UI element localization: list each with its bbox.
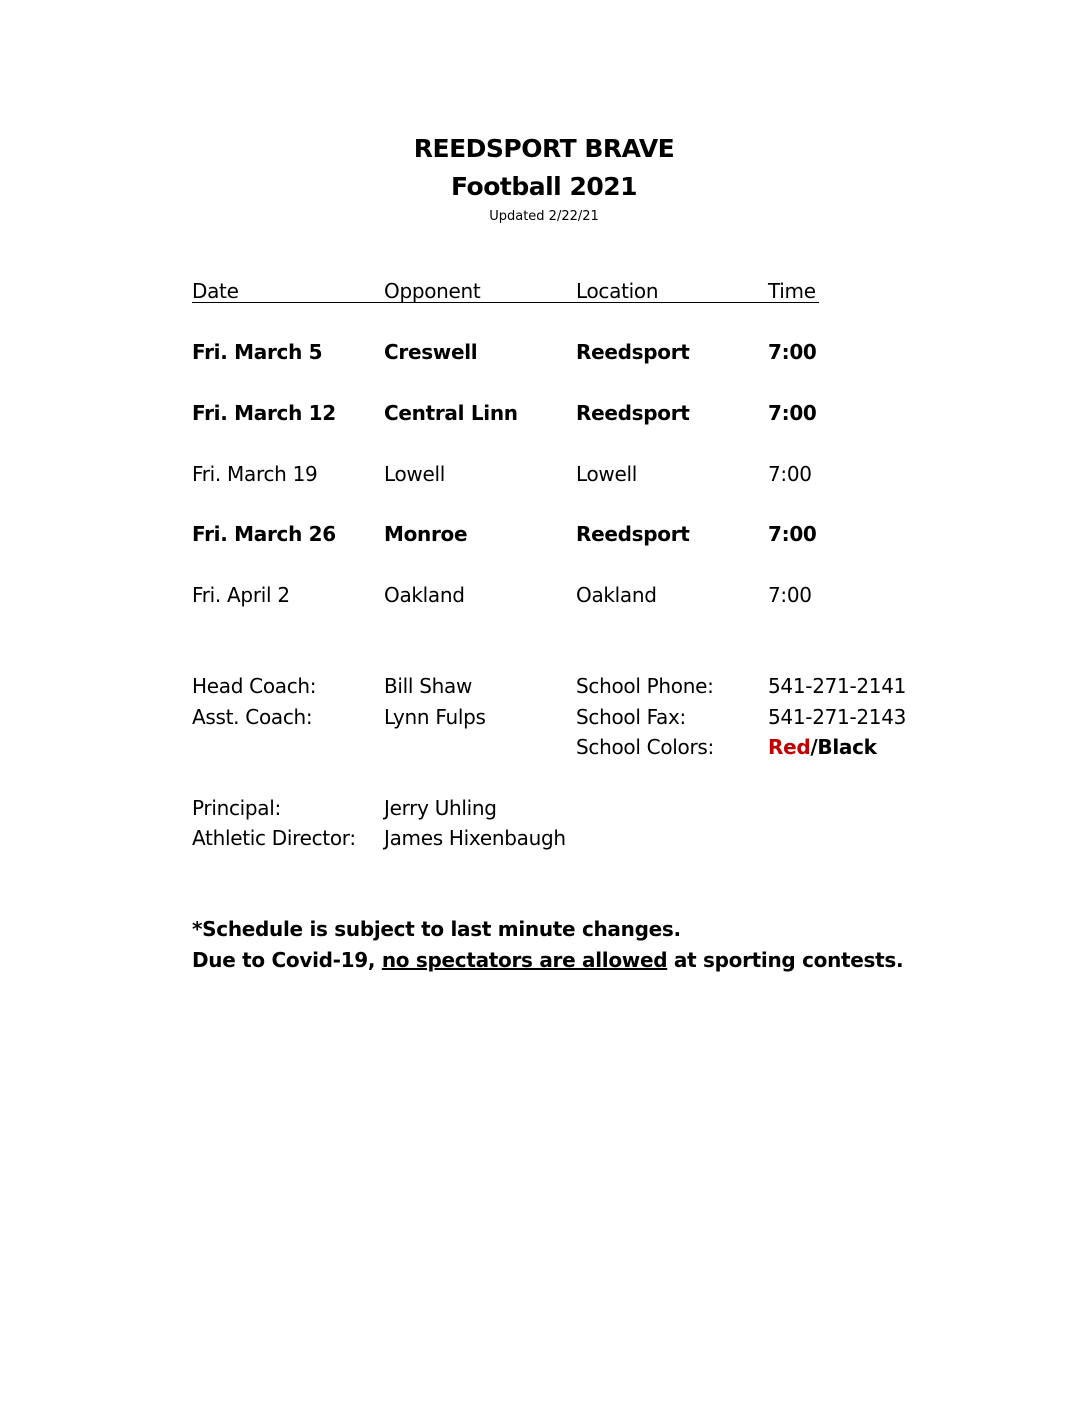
color-black-text: Black	[817, 735, 877, 759]
header-time: Time	[768, 279, 816, 303]
header-underline	[192, 302, 819, 303]
row-2-date: Fri. March 12	[192, 401, 336, 425]
row-1-location: Reedsport	[576, 340, 690, 364]
row-3-date: Fri. March 19	[192, 462, 318, 486]
row-1-date: Fri. March 5	[192, 340, 323, 364]
school-fax-label: School Fax:	[576, 705, 686, 729]
row-4-location: Reedsport	[576, 522, 690, 546]
color-separator: /	[810, 735, 818, 759]
updated-date: Updated 2/22/21	[489, 209, 599, 224]
row-4-time: 7:00	[768, 522, 817, 546]
header-date: Date	[192, 279, 239, 303]
note-covid-underlined: no spectators are allowed	[381, 948, 668, 972]
head-coach-label: Head Coach:	[192, 674, 317, 698]
school-colors-label: School Colors:	[576, 735, 714, 759]
row-3-location: Lowell	[576, 462, 638, 486]
header-opponent: Opponent	[384, 279, 481, 303]
school-phone-value: 541-271-2141	[768, 674, 907, 698]
school-colors-value	[768, 734, 877, 760]
row-5-time: 7:00	[768, 583, 812, 607]
athletic-director-name: James Hixenbaugh	[384, 826, 566, 850]
asst-coach-name: Lynn Fulps	[384, 705, 486, 729]
row-2-location: Reedsport	[576, 401, 690, 425]
note-covid-post: at sporting contests.	[667, 948, 904, 972]
header-location: Location	[576, 279, 659, 303]
row-1-time: 7:00	[768, 340, 817, 364]
row-1-opponent: Creswell	[384, 340, 478, 364]
asst-coach-label: Asst. Coach:	[192, 705, 313, 729]
note-covid-pre: Due to Covid-19,	[192, 948, 382, 972]
row-3-opponent: Lowell	[384, 462, 446, 486]
row-5-location: Oakland	[576, 583, 657, 607]
row-2-time: 7:00	[768, 401, 817, 425]
row-5-date: Fri. April 2	[192, 583, 290, 607]
row-4-date: Fri. March 26	[192, 522, 336, 546]
note-schedule-changes: *Schedule is subject to last minute changes.	[192, 917, 681, 941]
head-coach-name: Bill Shaw	[384, 674, 473, 698]
color-red-text: Red	[768, 735, 811, 759]
page-title: REEDSPORT BRAVE	[413, 134, 675, 163]
row-3-time: 7:00	[768, 462, 812, 486]
principal-label: Principal:	[192, 796, 281, 820]
row-4-opponent: Monroe	[384, 522, 468, 546]
row-2-opponent: Central Linn	[384, 401, 518, 425]
school-phone-label: School Phone:	[576, 674, 714, 698]
athletic-director-label: Athletic Director:	[192, 826, 356, 850]
row-5-opponent: Oakland	[384, 583, 465, 607]
note-covid	[192, 947, 903, 973]
page-subtitle: Football 2021	[450, 172, 638, 201]
school-fax-value: 541-271-2143	[768, 705, 907, 729]
principal-name: Jerry Uhling	[384, 796, 497, 820]
